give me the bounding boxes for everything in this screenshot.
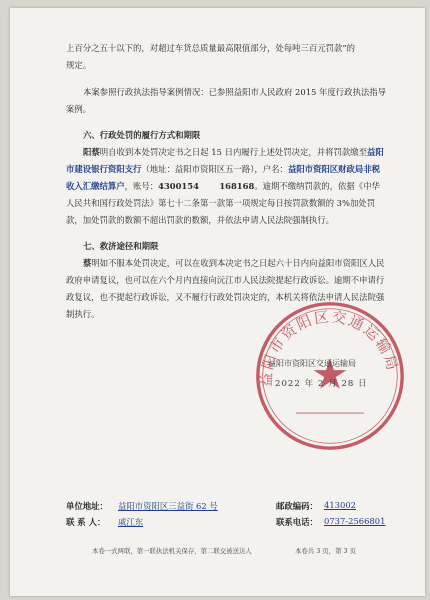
contact-value: 戚江东 [118, 517, 144, 527]
party-name: 阳蔡 [83, 147, 100, 157]
postcode-value: 413002 [324, 500, 356, 510]
svg-text:益阳市资阳区交通运输局: 益阳市资阳区交通运输局 [258, 308, 402, 388]
postcode-label: 邮政编码： [276, 501, 318, 511]
contact-label: 联 系 人： [66, 517, 106, 527]
document-body [66, 40, 386, 323]
section-seven-paragraph: 蔡明如不服本处罚决定，可以在收到本决定书之日起六十日内向益阳市资阳区人民政府申请复议，也可以在六个月内直接向沅江市人民法院提起行政诉讼。逾期不申请行政复议，也不提起行政诉讼，又不履行行政处罚决定的，本机关将依法申请人民法院强制执行。 [66, 258, 385, 319]
section-six-paragraph: 阳蔡明自收到本处罚决定书之日起 15 日内履行上述处罚决定，并将罚款缴至益阳市建设银行资阳支行（地址：益阳市资阳区五一路），户名：益阳市资阳区财政局非税收入汇缴结算户，账号：4300154 168168。逾期不缴纳罚款的，依据《中华人民共和国行政处罚法》第七十二条第一款第一项规定每日按罚款数额的 3%加处罚款，加处罚款的数额不超出罚款的数额，并依法申请人民法院强制执行。 [66, 147, 384, 225]
continued-line-end: 规定。 [66, 60, 92, 70]
account-number: 4300154 168168 [158, 181, 255, 191]
unit-address-label: 单位地址： [66, 501, 108, 511]
party-name-2: 蔡 [83, 258, 92, 268]
document-page [10, 8, 425, 596]
payee-name: 益阳市资阳区财政局非税收入汇缴结算户 [66, 164, 381, 191]
issuing-organization: 益阳市资阳区交通运输局 [268, 359, 356, 368]
contact-footer [66, 500, 396, 532]
page-count-note: 本卷共 3 页，第 3 页 [295, 547, 356, 555]
copy-note: 本卷一式两联，第一联执法机关保存，第二联交被送达人 [92, 547, 252, 555]
phone-label: 联系电话： [276, 517, 318, 527]
issue-date: 2022 年 2 月 28 日 [275, 379, 368, 389]
unit-address-value: 益阳市资阳区三益街 62 号 [118, 501, 218, 511]
bank-address: 益阳市资阳区五一路 [174, 164, 251, 174]
bank-name: 益阳市建设银行资阳支行 [66, 147, 384, 174]
official-seal [252, 298, 408, 454]
phone-value: 0737-2566801 [324, 516, 386, 526]
guidance-paragraph: 本案参照行政执法指导案例情况：已参照益阳市人民政府 2015 年度行政执法指导案例。 [66, 87, 387, 114]
continued-line: 上百分之五十以下的，对超过车货总质量最高限值部分，处每吨三百元罚款”的 [66, 43, 356, 53]
section-seven-heading: 七、救济途径和期限 [83, 241, 159, 251]
section-six-heading: 六、行政处罚的履行方式和期限 [83, 130, 201, 140]
